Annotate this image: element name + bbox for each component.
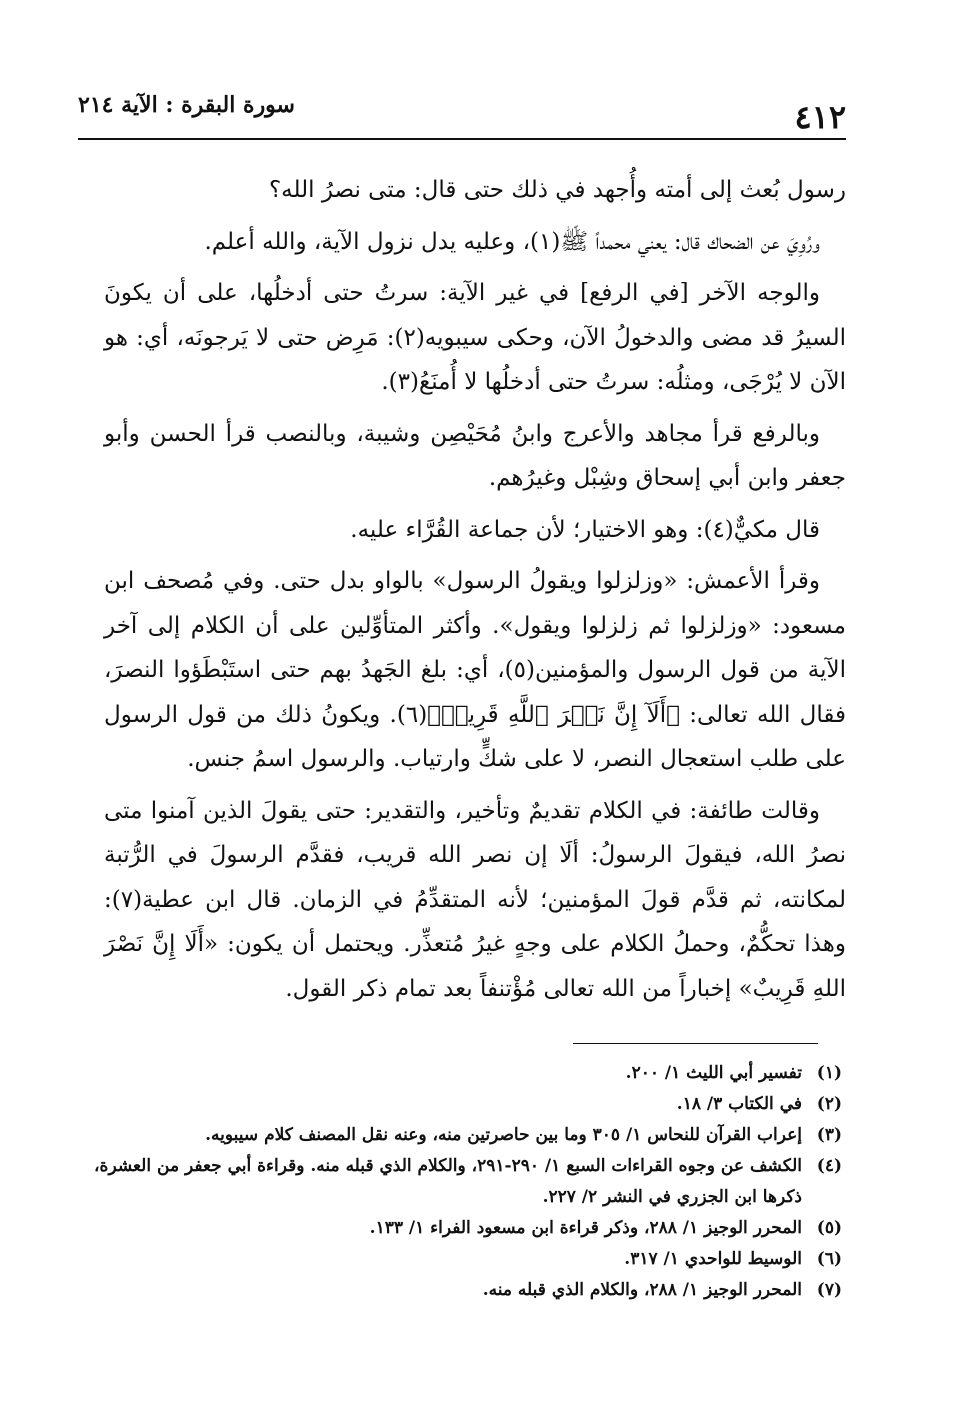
page-number: ٤١٢ — [794, 98, 846, 136]
paragraph: وبالرفع قرأ مجاهد والأعرج وابنُ مُحَيْصِن وشيبة، وبالنصب قرأ الحسن وأبو جعفر وابن أبي إسحاق وشِبْل وغيرُهم. — [104, 420, 846, 491]
running-header — [78, 88, 846, 140]
paragraph: والوجه الآخر [في الرفع] في غير الآية: سرتُ حتى أدخلُها، على أن يكونَ السيرُ قد مضى والدخولُ الآن، وحكى سيبويه(٢): مَرِض حتى لا يَرجونَه، أي: هو الآن لا يُرْجَى، ومثلُه: سرتُ حتى أدخلُها لا أُمنَعُ(٣). — [104, 280, 846, 395]
footnote-number: (٢) — [816, 1094, 842, 1114]
footnote-text: في الكتاب ٣/ ١٨. — [676, 1094, 802, 1114]
footnote-text: الكشف عن وجوه القراءات السبع ١/ ٢٩٠-٢٩١، والكلام الذي قبله منه. وقراءة أبي جعفر من العشرة، ذكرها ابن الجزري في النشر ٢/ ٢٢٧. — [94, 1156, 802, 1207]
paragraph: وقرأ الأعمش: «وزلزلوا ويقولُ الرسول» بالواو بدل حتى. وفي مُصحف ابن مسعود: «وزلزلوا ثم زلزلوا ويقول». وأكثر المتأوِّلين على أن الكلام إلى آخر الآية من قول الرسول والمؤمنين(٥)، أي: بلغ الجَهدُ بهم حتى استَبْطَؤوا النصرَ، فقال الله تعالى: ﴿أَلَآ إِنَّ نَصۡرَ ٱللَّهِ قَرِيبٞ﴾(٦). ويكونُ ذلك من قول الرسول على طلب استعجال النصر، لا على شكٍّ وارتياب. والرسول اسمُ جنس. — [104, 568, 847, 772]
footnote — [72, 1213, 842, 1244]
main-text — [104, 168, 846, 1018]
paragraph: قال مكيٌّ(٤): وهو الاختيار؛ لأن جماعة القُرَّاء عليه. — [350, 516, 820, 543]
footnote — [72, 1120, 842, 1151]
footnote-text: المحرر الوجيز ١/ ٢٨٨، والكلام الذي قبله منه. — [482, 1280, 802, 1300]
footnote-number: (٥) — [816, 1218, 842, 1238]
footnote-number: (٧) — [816, 1280, 842, 1300]
footnote-number: (٣) — [816, 1125, 842, 1145]
footnote-text: إعراب القرآن للنحاس ١/ ٣٠٥ وما بين حاصرتين منه، وعنه نقل المصنف كلام سيبويه. — [205, 1125, 802, 1145]
footnote — [72, 1058, 842, 1089]
footnote-number: (٦) — [816, 1249, 842, 1269]
paragraph: ورُوِيَ عن الضحاك قال: يعني محمداً ﷺ(١)، وعليه يدل نزول الآية، والله أعلم. — [204, 228, 820, 255]
footnote — [72, 1244, 842, 1275]
footnote-text: المحرر الوجيز ١/ ٢٨٨، وذكر قراءة ابن مسعود الفراء ١/ ١٣٣. — [369, 1218, 802, 1238]
footnote — [72, 1089, 842, 1120]
footnote-text: الوسيط للواحدي ١/ ٣١٧. — [624, 1249, 802, 1269]
footnote — [72, 1275, 842, 1306]
footnote-number: (١) — [816, 1063, 842, 1083]
footnote-text: تفسير أبي الليث ١/ ٢٠٠. — [625, 1063, 802, 1083]
footnote-divider — [573, 1043, 818, 1044]
footnote — [72, 1151, 842, 1213]
footnotes — [72, 1058, 842, 1306]
paragraph: رسول بُعث إلى أمته وأُجهد في ذلك حتى قال: متى نصرُ الله؟ — [268, 177, 846, 203]
header-title: سورة البقرة : الآية ٢١٤ — [78, 92, 295, 118]
paragraph: وقالت طائفة: في الكلام تقديمٌ وتأخير، والتقدير: حتى يقولَ الذين آمنوا متى نصرُ الله، فيقولَ الرسولُ: ألَا إن نصر الله قريب، فقدَّم الرسولَ في الرُّتبة لمكانته، ثم قدَّم قولَ المؤمنين؛ لأنه المتقدِّمُ في الزمان. قال ابن عطية(٧): وهذا تحكُّمٌ، وحملُ الكلام على وجهٍ غيرُ مُتعذِّر. ويحتمل أن يكون: «أَلَا إِنَّ نَصْرَ اللهِ قَرِيبٌ» إخباراً من الله تعالى مُؤْتنفاً بعد تمام ذكر القول. — [104, 797, 846, 1002]
footnote-number: (٤) — [816, 1156, 842, 1176]
